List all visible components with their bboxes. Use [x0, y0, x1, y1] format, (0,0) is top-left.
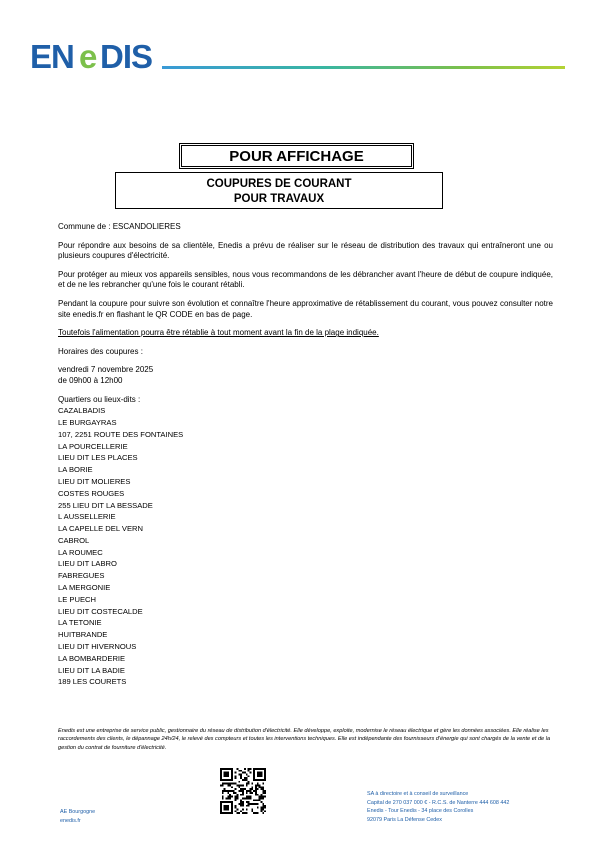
place-item: HUITBRANDE — [58, 630, 108, 640]
footer-legal-1: SA à directoire et à conseil de surveillance — [367, 791, 469, 797]
place-item: LA POURCELLERIE — [58, 441, 128, 451]
paragraph-2: Pour protéger au mieux vos appareils sensibles, nous vous recommandons de les débrancher avant l'heure de début de coupure indiquée, et de ne les rebrancher qu'une fois le courant rétabli. — [58, 269, 553, 290]
qr-code[interactable] — [220, 768, 266, 814]
svg-text:DIS: DIS — [100, 40, 153, 72]
place-item: LA MERGONIE — [58, 583, 111, 593]
footer-right — [367, 790, 509, 824]
place-item: 189 LES COURETS — [58, 677, 127, 687]
restoration-notice: Toutefois l'alimentation pourra être rétablie à tout moment avant la fin de la plage indiquée. — [58, 328, 379, 338]
footer-left — [60, 808, 95, 825]
place-item: 255 LIEU DIT LA BESSADE — [58, 500, 153, 510]
svg-text:e: e — [79, 40, 98, 72]
place-item: LIEU DIT LES PLACES — [58, 453, 138, 463]
place-item: COSTES ROUGES — [58, 488, 125, 498]
place-item: LE PUECH — [58, 594, 96, 604]
place-item: LA CAPELLE DEL VERN — [58, 524, 143, 534]
coupures-title-line1: COUPURES DE COURANT — [206, 178, 352, 190]
footer-website[interactable]: enedis.fr — [60, 817, 81, 824]
enedis-logo — [30, 40, 156, 72]
place-item: LA ROUMEC — [58, 547, 103, 557]
places-label: Quartiers ou lieux-dits : — [58, 394, 141, 404]
place-item: LIEU DIT HIVERNOUS — [58, 642, 137, 652]
enedis-disclaimer: Enedis est une entreprise de service public, gestionnaire du réseau de distribution d'électricité. Elle développe, exploite, modernise le réseau électrique et gère les données associées. Elle réalise les raccordements des clients, le dépannage 24h/24, le relevé des compteurs et toutes les interventions techniques. Elle est indépendante des fournisseurs d'énergie qui sont chargés de la vente et de la gestion du contrat de fourniture d'électricité. — [58, 728, 551, 751]
place-item: LA BORIE — [58, 465, 93, 475]
place-item: L AUSSELLERIE — [58, 512, 116, 522]
svg-text:EN: EN — [30, 40, 74, 72]
place-item: LA TETONIE — [58, 618, 102, 628]
horaires-label: Horaires des coupures : — [58, 346, 143, 356]
place-item: FABREGUES — [58, 571, 105, 581]
coupures-title-line2: POUR TRAVAUX — [233, 193, 325, 205]
place-item: LIEU DIT MOLIERES — [58, 476, 131, 486]
pour-affichage-title — [179, 143, 414, 169]
outage-time: de 09h00 à 12h00 — [58, 375, 123, 385]
place-item: CAZALBADIS — [58, 406, 106, 416]
footer-address-1: Enedis - Tour Enedis - 34 place des Corolles — [367, 808, 474, 814]
paragraph-3: Pendant la coupure pour suivre son évolution et connaître l'heure approximative de rétablissement du courant, vous pouvez consulter notre site enedis.fr en flashant le QR CODE en bas de page. — [58, 298, 553, 319]
footer-region: AE Bourgogne — [60, 809, 96, 815]
header-gradient-line — [162, 66, 565, 69]
footer-address-2: 92079 Paris La Défense Cedex — [367, 816, 442, 823]
pour-affichage-text: POUR AFFICHAGE — [229, 147, 364, 165]
coupures-title-box — [115, 172, 443, 209]
paragraph-1: Pour répondre aux besoins de sa clientèle, Enedis a prévu de réaliser sur le réseau de distribution des travaux qui entraîneront une ou plusieurs coupures d'électricité. — [58, 240, 553, 261]
place-item: LIEU DIT COSTECALDE — [58, 606, 143, 616]
place-item: LIEU DIT LABRO — [58, 559, 117, 569]
outage-date: vendredi 7 novembre 2025 — [58, 365, 154, 375]
place-item: 107, 2251 ROUTE DES FONTAINES — [58, 429, 184, 439]
notice-content — [58, 222, 553, 688]
place-item: LA BOMBARDERIE — [58, 653, 126, 663]
place-item: LE BURGAYRAS — [58, 417, 117, 427]
place-item: CABROL — [58, 535, 90, 545]
footer-legal-2: Capital de 270 037 000 € - R.C.S. de Nanterre 444 608 442 — [367, 799, 510, 806]
commune: Commune de : ESCANDOLIERES — [58, 222, 181, 231]
place-item: LIEU DIT LA BADIE — [58, 665, 125, 675]
places-list — [58, 405, 553, 688]
